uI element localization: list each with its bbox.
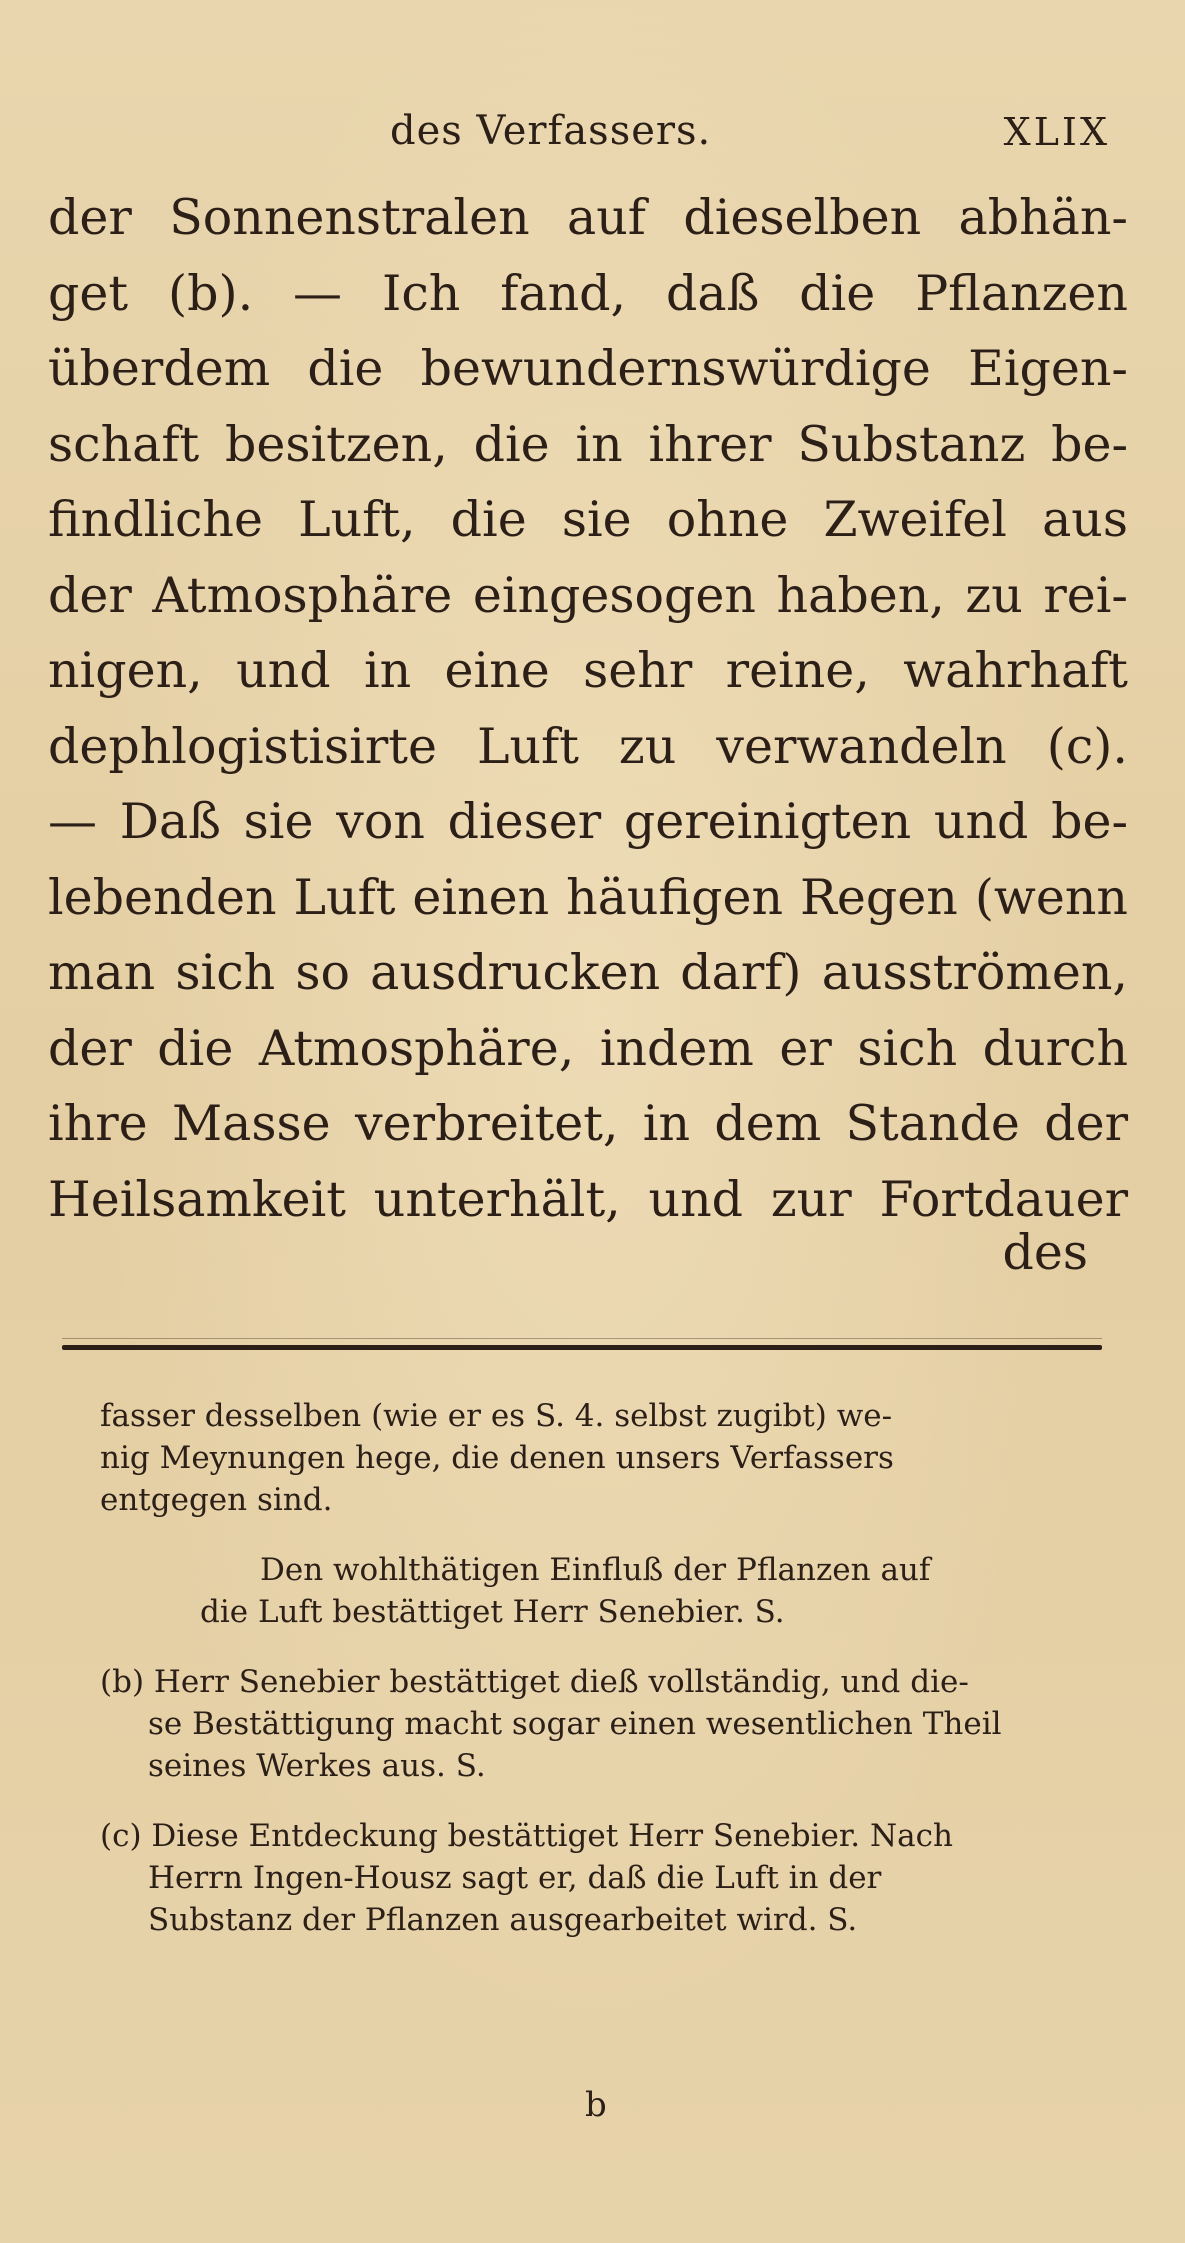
- text-line: Heilsamkeit unterhält, und zur Fortdauer: [48, 1170, 1128, 1228]
- text-line: dephlogistisirte Luft zu verwandeln (c).: [48, 717, 1128, 775]
- text-line: der Sonnenstralen auf dieselben abhän-: [48, 189, 1128, 246]
- text-line: lebenden Luft einen häufigen Regen (wenn: [48, 868, 1128, 926]
- text-line: nigen, und in eine sehr reine, wahrhaft: [48, 642, 1128, 699]
- text-line: — Daß sie von dieser gereinigten und be-: [48, 793, 1128, 850]
- footnote-line: Den wohlthätigen Einfluß der Pflanzen auf: [260, 1552, 931, 1588]
- text-line: schaft besitzen, die in ihrer Substanz be-: [48, 415, 1128, 473]
- footnote-continuation: [100, 1395, 1120, 1521]
- catchword: des: [1002, 1224, 1088, 1281]
- footnote-line: nig Meynungen hege, die denen unsers Verfassers: [100, 1440, 894, 1476]
- footnote-line: Substanz der Pflanzen ausgearbeitet wird. S.: [148, 1902, 858, 1938]
- text-line: man sich so ausdrucken darf) ausströmen,: [48, 944, 1128, 1001]
- footnote-line: die Luft bestättiget Herr Senebier. S.: [200, 1594, 785, 1630]
- footnotes: [100, 1395, 1120, 1969]
- text-line: ihre Masse verbreitet, in dem Stande der: [48, 1095, 1128, 1152]
- footnote-b: [100, 1661, 1120, 1787]
- footnote-line: se Bestättigung macht sogar einen wesentlichen Theil: [148, 1706, 1002, 1742]
- footnote-line: (b) Herr Senebier bestättiget dieß vollständig, und die-: [100, 1664, 969, 1700]
- main-text-block: [48, 180, 1128, 1237]
- footnote-line: seines Werkes aus. S.: [148, 1748, 486, 1784]
- catchword-row: [48, 1215, 1128, 1290]
- footnote-c: [100, 1815, 1120, 1941]
- footnote-line: entgegen sind.: [100, 1482, 333, 1518]
- text-line: überdem die bewundernswürdige Eigen-: [48, 340, 1128, 397]
- page-number: XLIX: [1003, 110, 1110, 154]
- footnote-line: fasser desselben (wie er es S. 4. selbst zugibt) we-: [100, 1398, 893, 1434]
- running-head: [390, 108, 1110, 158]
- signature-mark: b: [585, 2085, 607, 2125]
- footnote-a: [100, 1549, 1120, 1633]
- text-line: der Atmosphäre eingesogen haben, zu rei-: [48, 566, 1128, 624]
- text-line: der die Atmosphäre, indem er sich durch: [48, 1019, 1128, 1077]
- footnote-rule-shadow: [62, 1338, 1102, 1339]
- footnote-rule: [62, 1345, 1102, 1350]
- footnote-line: Herrn Ingen-Housz sagt er, daß die Luft in der: [148, 1860, 882, 1896]
- text-line: findliche Luft, die sie ohne Zweifel aus: [48, 491, 1128, 548]
- text-line: get (b). — Ich fand, daß die Pflanzen: [48, 264, 1128, 322]
- footnote-line: (c) Diese Entdeckung bestättiget Herr Senebier. Nach: [100, 1818, 953, 1854]
- running-title: des Verfassers.: [390, 108, 712, 154]
